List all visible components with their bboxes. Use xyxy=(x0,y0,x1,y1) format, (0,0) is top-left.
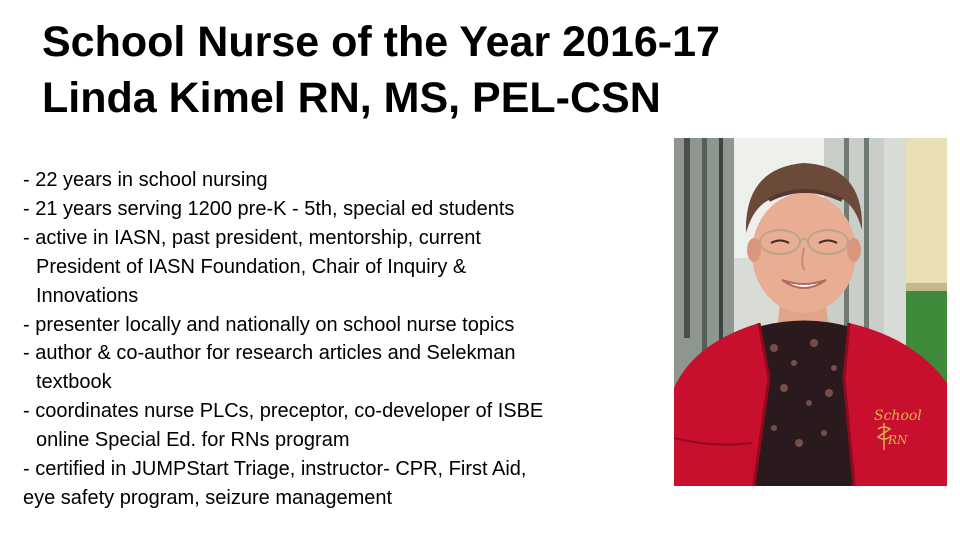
bullet-line: - presenter locally and nationally on school nurse topics xyxy=(23,313,515,336)
bullet-continuation: online Special Ed. for RNs program xyxy=(36,429,350,452)
vest-embroidery-school: School xyxy=(874,408,922,424)
portrait-illustration xyxy=(674,138,947,486)
bullet-line: - coordinates nurse PLCs, preceptor, co-developer of ISBE xyxy=(23,400,544,423)
title-line-1: School Nurse of the Year 2016-17 xyxy=(42,18,720,66)
slide-title xyxy=(42,14,922,126)
bullet-list xyxy=(23,166,663,513)
bullet-line: - active in IASN, past president, mentorship, current xyxy=(23,226,481,249)
bullet-line: - certified in JUMPStart Triage, instructor- CPR, First Aid, xyxy=(23,458,527,481)
bullet-line: - author & co-author for research articles and Selekman xyxy=(23,342,516,365)
bullet-continuation: President of IASN Foundation, Chair of Inquiry & xyxy=(36,255,467,278)
portrait-photo xyxy=(674,138,947,486)
bullet-line: - 21 years serving 1200 pre-K - 5th, special ed students xyxy=(23,197,515,220)
bullet-line: eye safety program, seizure management xyxy=(23,486,393,509)
bullet-line: - 22 years in school nursing xyxy=(23,169,268,191)
bullet-continuation: textbook xyxy=(36,371,112,394)
vest-embroidery-rn: RN xyxy=(888,433,908,447)
bullet-continuation: Innovations xyxy=(36,284,139,307)
title-line-2: Linda Kimel RN, MS, PEL-CSN xyxy=(42,74,661,122)
